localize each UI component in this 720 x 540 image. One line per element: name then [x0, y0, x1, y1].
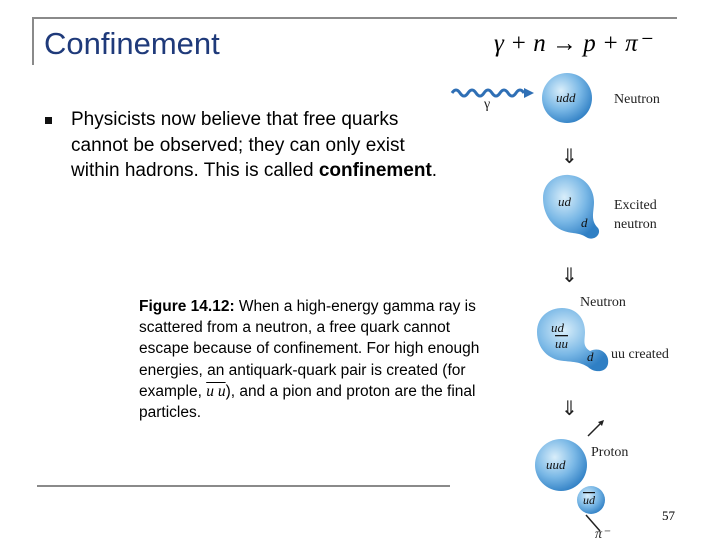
stage3-quarks-blob: d: [587, 349, 594, 364]
proton-label: Proton: [591, 445, 629, 460]
page-number: 57: [662, 508, 675, 523]
reaction-equation: γ + n → p + π⁻: [494, 30, 651, 57]
bullet-paragraph: [71, 107, 451, 184]
bullet-text: Physicists now believe that free quarks cannot be observed; they can only exist within hadrons. This is called: [71, 109, 405, 181]
gamma-wave-icon: [452, 90, 524, 96]
footer-divider: [37, 485, 450, 487]
caption-label: Figure 14.12:: [139, 298, 235, 315]
proton-direction-line: [588, 424, 600, 436]
neutron-quarks: udd: [556, 90, 576, 105]
bullet-square-icon: [45, 117, 52, 124]
excited-neutron-sphere: [543, 175, 599, 239]
stage3-neutron-label: Neutron: [580, 295, 626, 310]
excited-label-1: Excited: [614, 198, 657, 213]
title-frame-top: [32, 17, 677, 19]
stage3-quarks-top: ud: [551, 320, 564, 335]
excited-quarks-bottom: d: [581, 215, 588, 230]
pion-label: π⁻: [595, 527, 610, 540]
caption-text-1: When a high-energy gamma ray is scattered from a neutron, a free quark cannot escape because of confinement. For high enough energies, an antiquark-quark pair is created (for example,: [139, 298, 480, 400]
gamma-label: γ: [484, 97, 491, 112]
uu-created-label: uu created: [611, 347, 669, 362]
neutron-scattering-figure: [440, 70, 680, 540]
neutron-label: Neutron: [614, 92, 660, 107]
stretched-neutron-sphere: [537, 308, 608, 371]
bullet-emphasis: confinement: [318, 160, 432, 181]
bullet-text-end: .: [431, 160, 438, 181]
down-arrow-icon: ⇓: [561, 265, 578, 287]
excited-quarks-top: ud: [558, 194, 571, 209]
title-frame-left: [32, 17, 34, 65]
pion-quarks: ud: [583, 493, 595, 507]
excited-label-2: neutron: [614, 217, 657, 232]
down-arrow-icon: ⇓: [561, 398, 578, 420]
gamma-arrowhead-icon: [524, 88, 534, 98]
down-arrow-icon: ⇓: [561, 146, 578, 168]
proton-quarks: uud: [546, 457, 566, 472]
caption-text-2: ), and a pion and proton are the final particles.: [139, 382, 476, 422]
stage3-quarks-mid: uu: [555, 336, 568, 351]
caption-quark-pair: u u: [206, 382, 226, 400]
slide-title: Confinement: [44, 26, 220, 61]
